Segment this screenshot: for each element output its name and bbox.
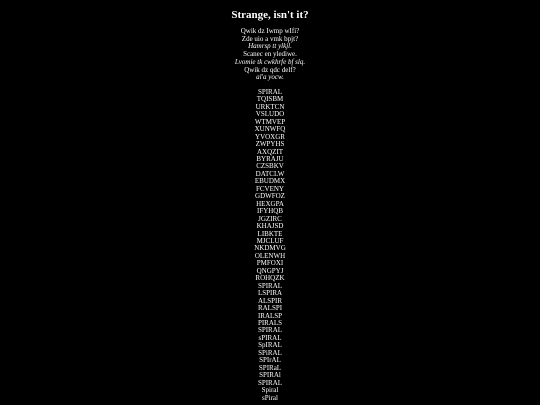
code-line: ZWPYHS — [255, 140, 285, 149]
code-line: ALSPIR — [257, 296, 283, 305]
code-line: sPIRAL — [258, 333, 282, 342]
code-line: SPIRAL — [257, 326, 283, 335]
code-line: KHAJSD — [256, 222, 284, 231]
code-line: HEXGPA — [256, 199, 284, 208]
code-line: Spiral — [261, 386, 279, 395]
code-line: PMFOXI — [256, 259, 284, 268]
code-line: NKDMVG — [254, 244, 286, 253]
code-line: WTMVEP — [254, 117, 286, 126]
code-line: MJCLUF — [256, 236, 284, 245]
code-line: IRALSP — [257, 311, 283, 320]
code-line: SPIRAL — [257, 87, 283, 96]
code-line: IFYHQB — [256, 207, 284, 216]
code-line: PIRALS — [257, 318, 283, 327]
code-line: SpIRAL — [258, 341, 282, 350]
code-line: AXQZIT — [256, 147, 284, 156]
code-line: CZSBKV — [256, 162, 284, 171]
code-line: YVOXGR — [255, 132, 285, 141]
code-line: FCVENY — [255, 184, 284, 193]
code-line: SPIRAl — [259, 371, 281, 380]
poem-line: Scanec en ylediwe. — [243, 50, 297, 59]
code-line: OLENWH — [254, 251, 286, 260]
code-line: SPIRAL — [257, 281, 283, 290]
code-line: SPIrAL — [259, 356, 281, 365]
code-line: QNGPYJ — [256, 266, 284, 275]
code-line: LSPIRA — [257, 289, 283, 298]
poem-line: al'a yocw. — [256, 73, 284, 82]
code-line: XUNWFQ — [254, 125, 286, 134]
poem-line: Qwik dz qdc delf? — [244, 65, 296, 74]
poem-line: Zde uio a vmk bpjt? — [241, 34, 299, 43]
code-line: SPiRAL — [258, 348, 282, 357]
code-line: TQISBM — [256, 95, 284, 104]
code-line: RALSPI — [257, 304, 283, 313]
code-line: DATCLW — [255, 169, 285, 178]
code-line: URKTCN — [255, 102, 285, 111]
poem-line: Qwik dz Iwmp wIfi? — [240, 27, 300, 35]
code-line: ROHQZK — [255, 274, 285, 283]
code-line: VSLUDO — [255, 110, 285, 119]
page-title: Strange, isn't it? — [231, 9, 309, 21]
code-line: LIBKTE — [257, 229, 283, 238]
poem-line: Hamrsp tt ylkjl. — [248, 42, 292, 51]
code-line: SPIRAL — [257, 378, 283, 387]
code-line: BYRAJU — [256, 155, 284, 163]
code-list — [0, 89, 540, 402]
code-line: GDWFOZ — [255, 192, 285, 201]
poem-line: Lvomie tk cwkhrfe bf slq. — [234, 57, 306, 66]
code-line: EBUDMX — [254, 177, 286, 186]
poem-block — [0, 28, 540, 82]
code-line: sPiral — [262, 393, 278, 402]
code-line: SPIRaL — [258, 363, 282, 372]
code-line: JGZIRC — [258, 214, 282, 223]
